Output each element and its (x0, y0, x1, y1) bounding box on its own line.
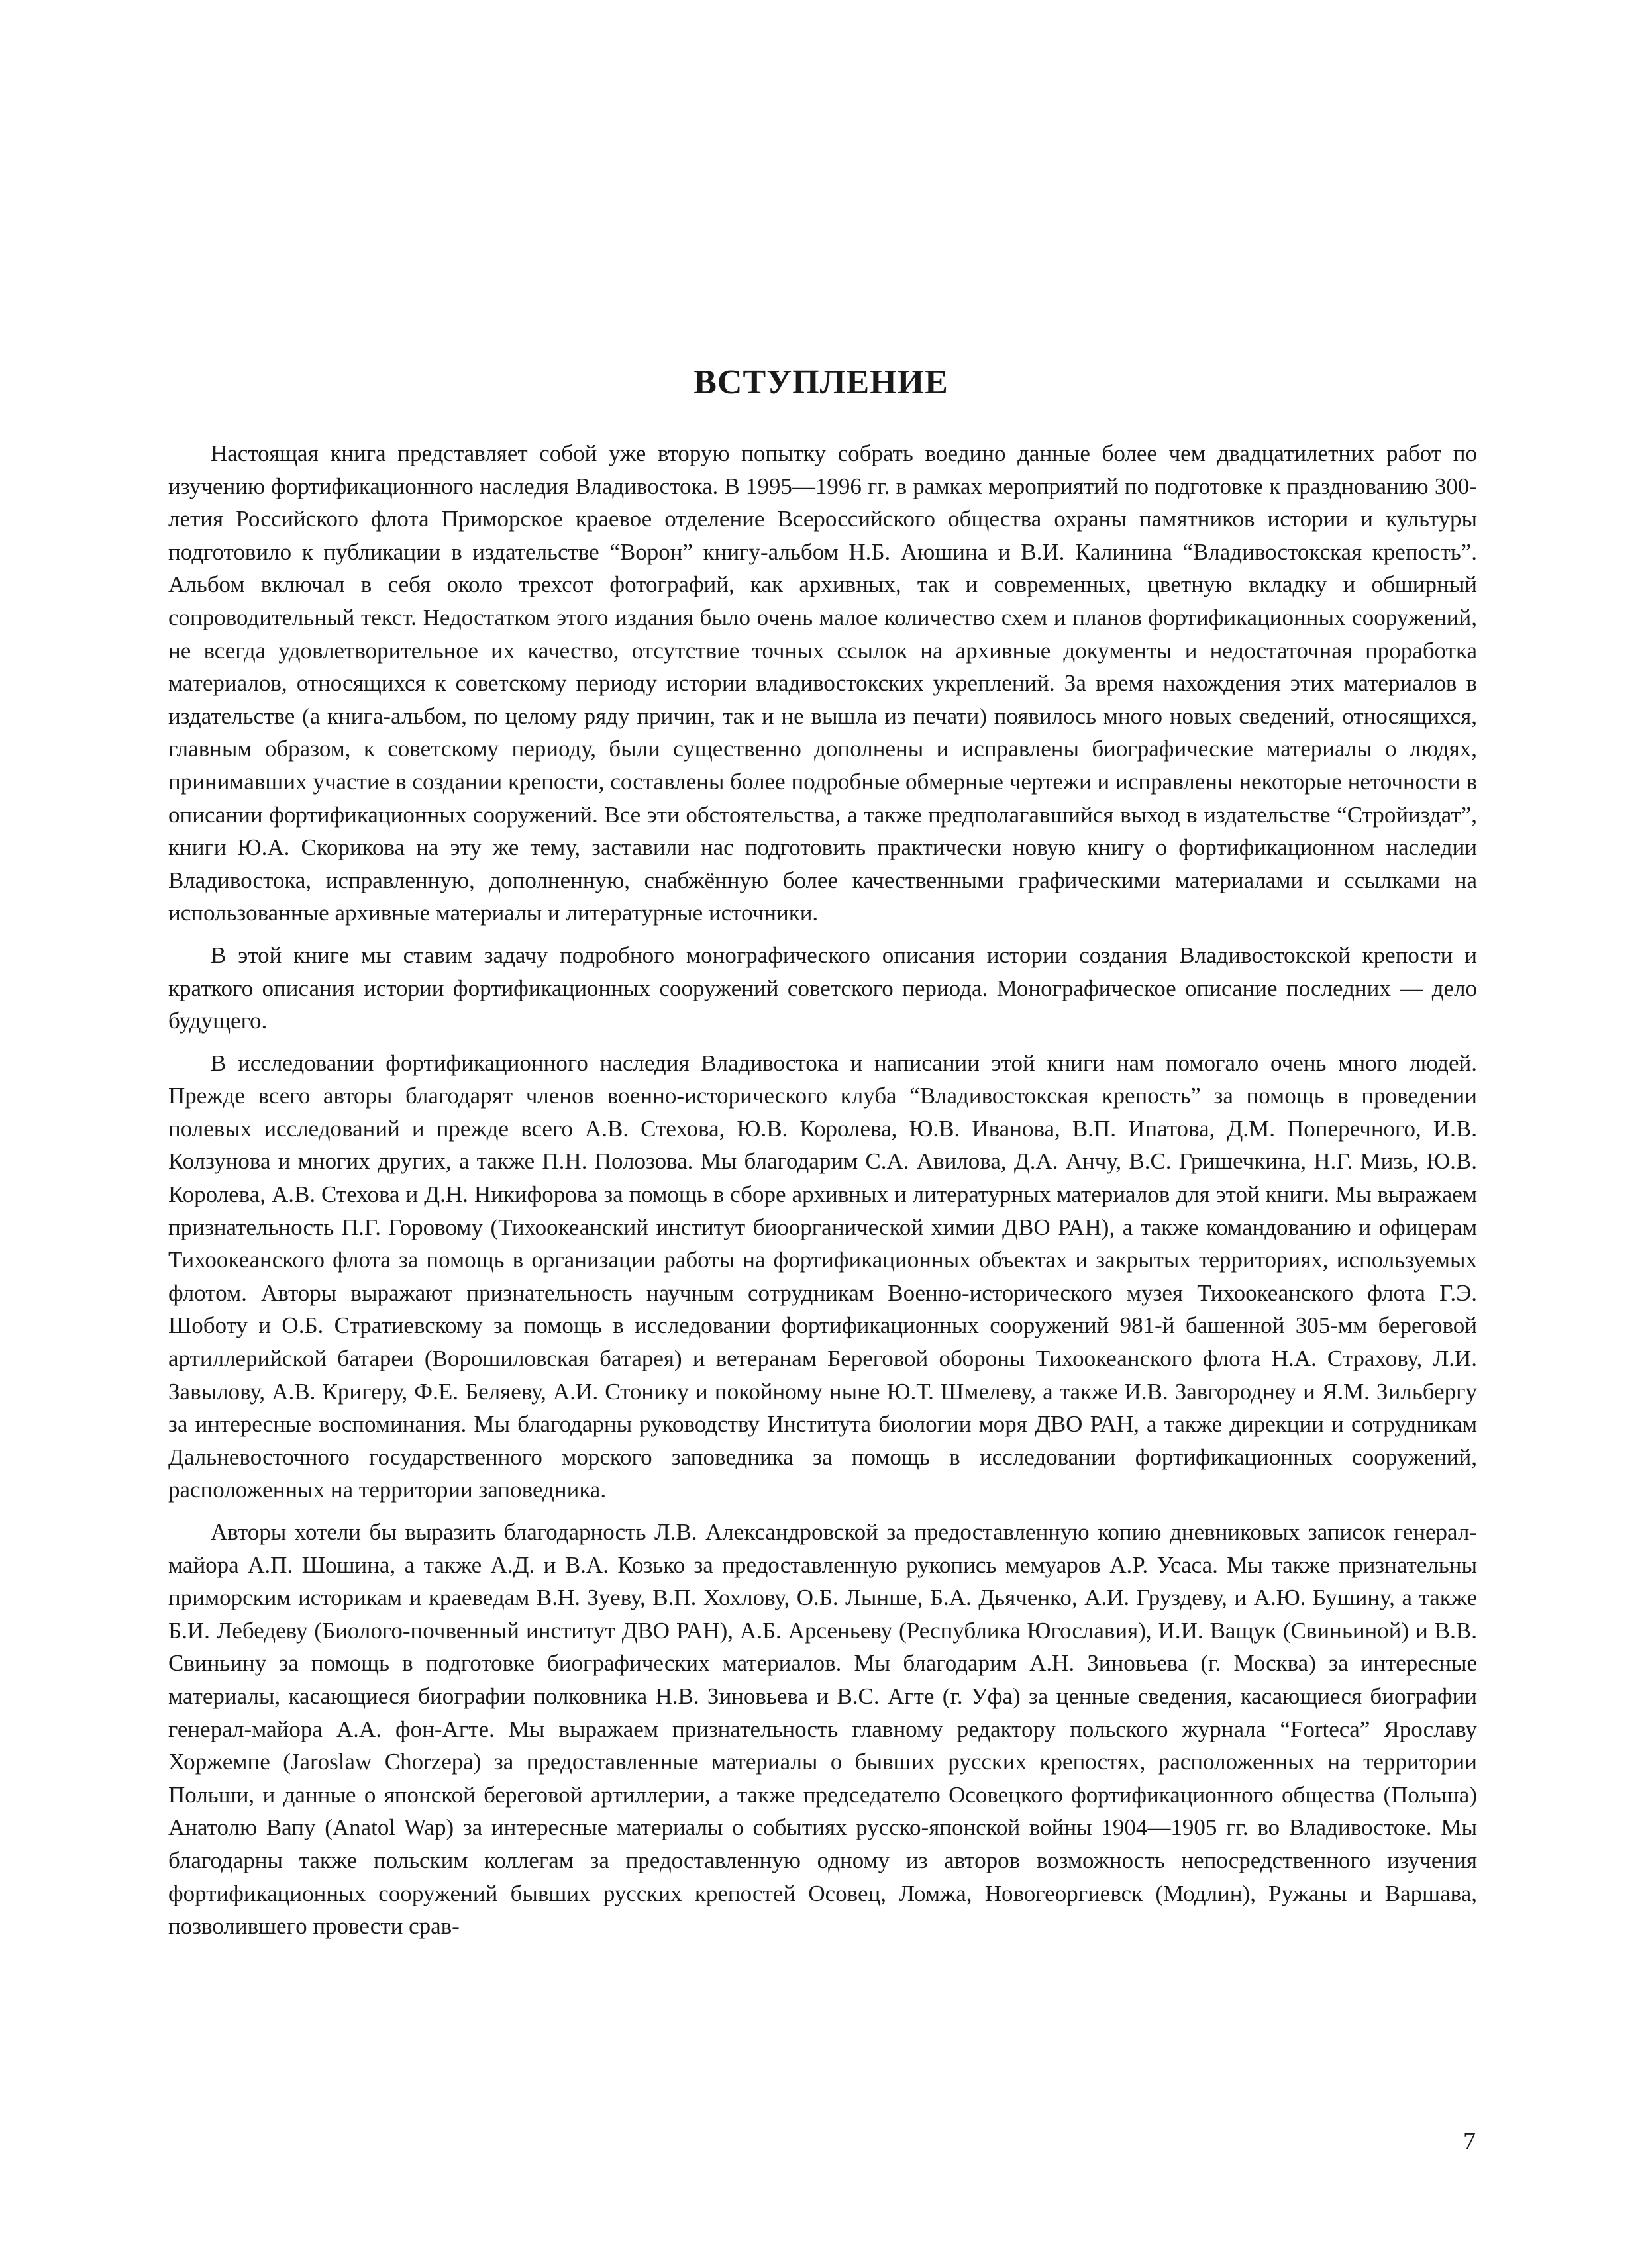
paragraph: В этой книге мы ставим задачу подробного монографического описания истории создания Владивостокской крепости и краткого описания истории фортификационных сооружений советского периода. Монографическое описание последних — дело будущего. (168, 942, 1477, 1034)
page-title: ВСТУПЛЕНИЕ (693, 364, 949, 401)
paragraph: Авторы хотели бы выразить благодарность Л.В. Александровской за предоставленную копию дневниковых записок генерал-майора А.П. Шошина, а также А.Д. и В.А. Козько за предоставленную рукопись мемуаров А.Р. Усаса. Мы также признательны приморским историкам и краеведам В.Н. Зуеву, В.П. Хохлову, О.Б. Лынше, Б.А. Дьяченко, А.И. Груздеву, и А.Ю. Бушину, а также Б.И. Лебедеву (Биолого-почвенный институт ДВО РАН), А.Б. Арсеньеву (Республика Югославия), И.И. Ващук (Свиньиной) и В.В. Свиньину за помощь в подготовке биографических материалов. Мы благодарим А.Н. Зиновьева (г. Москва) за интересные материалы, касающиеся биографии полковника Н.В. Зиновьева и В.С. Агте (г. Уфа) за ценные сведения, касающиеся биографии генерал-майора А.А. фон-Агте. Мы выражаем признательность главному редактору польского журнала “Forteca” Ярославу Хоржемпе (Jaroslaw Chorzepa) за предоставленные материалы о бывших русских крепостях, расположенных на территории Польши, и данные о японской береговой артиллерии, а также председателю Осовецкого фортификационного общества (Польша) Анатолю Вапу (Anatol Wap) за интересные материалы о событиях русско-японской войны 1904—1905 гг. во Владивостоке. Мы благодарны также польским коллегам за предоставленную одному из авторов возможность непосредственного изучения фортификационных сооружений бывших русских крепостей Осовец, Ломжа, Новогеоргиевск (Модлин), Ружаны и Варшава, позволившего провести срав- (168, 1519, 1477, 1940)
page-number: 7 (1463, 2128, 1476, 2155)
paragraph: Настоящая книга представляет собой уже вторую попытку собрать воедино данные более чем двадцатилетних работ по изучению фортификационного наследия Владивостока. В 1995—1996 гг. в рамках мероприятий по подготовке к празднованию 300-летия Российского флота Приморское краевое отделение Всероссийского общества охраны памятников истории и культуры подготовило к публикации в издательстве “Ворон” книгу-альбом Н.Б. Аюшина и В.И. Калинина “Владивостокская крепость”. Альбом включал в себя около трехсот фотографий, как архивных, так и современных, цветную вкладку и обширный сопроводительный текст. Недостатком этого издания было очень малое количество схем и планов фортификационных сооружений, не всегда удовлетворительное их качество, отсутствие точных ссылок на архивные документы и недостаточная проработка материалов, относящихся к советскому периоду истории владивостокских укреплений. За время нахождения этих материалов в издательстве (а книга-альбом, по целому ряду причин, так и не вышла из печати) появилось много новых сведений, относящихся, главным образом, к советскому периоду, были существенно дополнены и исправлены биографические материалы о людях, принимавших участие в создании крепости, составлены более подробные обмерные чертежи и исправлены некоторые неточности в описании фортификационных сооружений. Все эти обстоятельства, а также предполагавшийся выход в издательстве “Стройиздат”, книги Ю.А. Скорикова на эту же тему, заставили нас подготовить практически новую книгу о фортификационном наследии Владивостока, исправленную, дополненную, снабжённую более качественными графическими материалами и ссылками на использованные архивные материалы и литературные источники. (168, 440, 1477, 926)
body-text (168, 437, 1477, 1952)
paragraph: В исследовании фортификационного наследия Владивостока и написании этой книги нам помогало очень много людей. Прежде всего авторы благодарят членов военно-исторического клуба “Владивостокская крепость” за помощь в проведении полевых исследований и прежде всего А.В. Стехова, Ю.В. Королева, Ю.В. Иванова, В.П. Ипатова, Д.М. Поперечного, И.В. Колзунова и многих других, а также П.Н. Полозова. Мы благодарим С.А. Авилова, Д.А. Анчу, В.С. Гришечкина, Н.Г. Мизь, Ю.В. Королева, А.В. Стехова и Д.Н. Никифорова за помощь в сборе архивных и литературных материалов для этой книги. Мы выражаем признательность П.Г. Горовому (Тихоокеанский институт биоорганической химии ДВО РАН), а также командованию и офицерам Тихоокеанского флота за помощь в организации работы на фортификационных объектах и закрытых территориях, используемых флотом. Авторы выражают признательность научным сотрудникам Военно-исторического музея Тихоокеанского флота Г.Э. Шоботу и О.Б. Стратиевскому за помощь в исследовании фортификационных сооружений 981-й башенной 305-мм береговой артиллерийской батареи (Ворошиловская батарея) и ветеранам Береговой обороны Тихоокеанского флота Н.А. Страхову, Л.И. Завылову, А.В. Кригеру, Ф.Е. Беляеву, А.И. Стонику и покойному ныне Ю.Т. Шмелеву, а также И.В. Завгороднеу и Я.М. Зильбергу за интересные воспоминания. Мы благодарны руководству Института биологии моря ДВО РАН, а также дирекции и сотрудникам Дальневосточного государственного морского заповедника за помощь в исследовании фортификационных сооружений, расположенных на территории заповедника. (168, 1050, 1477, 1503)
